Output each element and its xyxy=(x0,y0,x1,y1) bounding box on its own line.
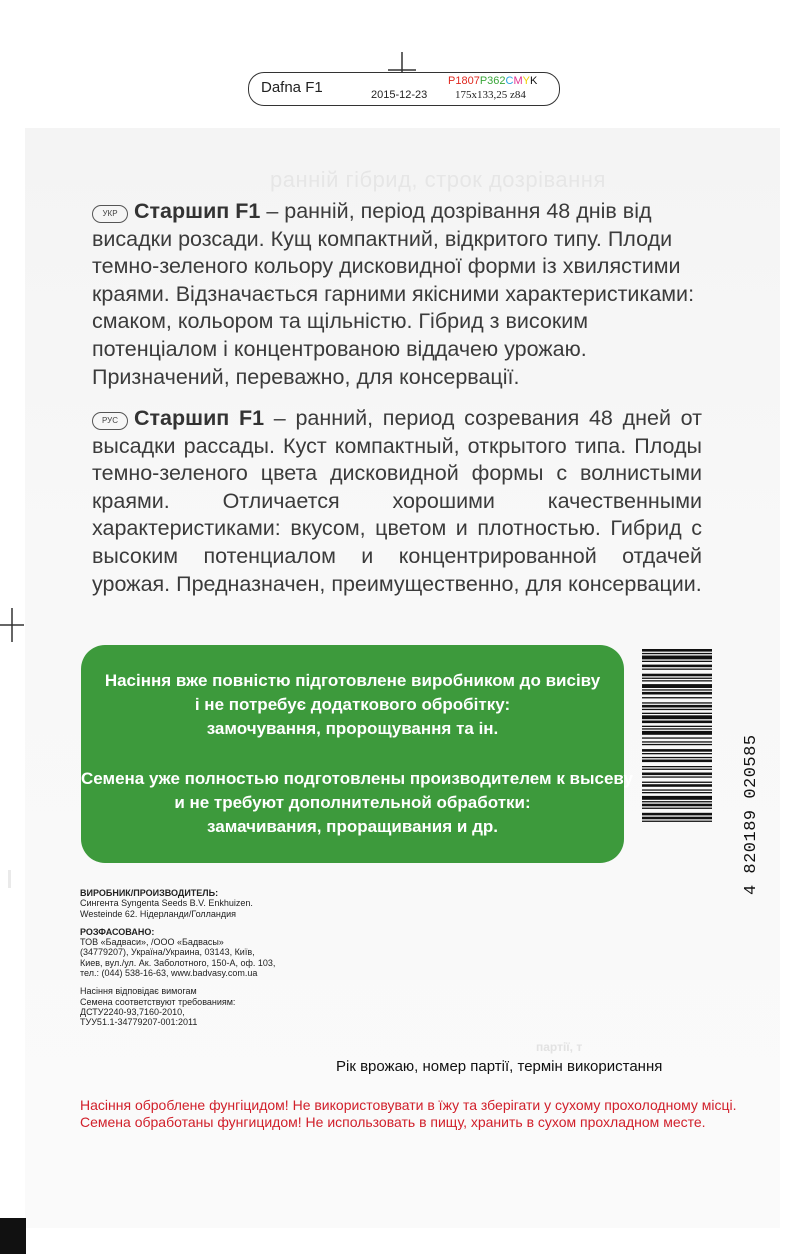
notice-line: і не потребує додаткового обробітку: xyxy=(194,695,511,714)
barcode-bar xyxy=(642,705,712,708)
barcode-bar xyxy=(642,684,712,688)
notice-ukrainian xyxy=(81,669,624,741)
barcode-bar xyxy=(642,680,712,681)
compliance-block xyxy=(80,986,340,1027)
compliance-line: Насіння відповідає вимогам xyxy=(80,986,197,997)
barcode-bar xyxy=(642,784,712,787)
barcode-icon xyxy=(640,645,714,885)
variety-title-ua: Старшип F1 xyxy=(134,199,261,223)
barcode-bar xyxy=(642,749,712,752)
manufacturer-line: Сингента Syngenta Seeds B.V. Enkhuizen. xyxy=(80,898,253,909)
barcode-bar xyxy=(642,661,712,662)
color-sep: P1807 xyxy=(448,75,480,87)
barcode-bar xyxy=(642,817,712,820)
barcode-bar xyxy=(642,813,712,816)
barcode-bar xyxy=(642,796,712,800)
description-ukrainian xyxy=(92,198,702,391)
barcode-bar xyxy=(642,713,712,714)
barcode-bar xyxy=(642,821,712,822)
barcode-bar xyxy=(642,744,712,745)
notice-line: замачивания, проращивания и др. xyxy=(207,817,498,836)
seed-treatment-notice xyxy=(81,645,633,863)
registration-mark-icon xyxy=(0,604,26,644)
barcode-bar xyxy=(642,766,712,767)
barcode-bar xyxy=(642,804,712,807)
notice-line: Насіння вже повністю підготовлене виробником до висіву xyxy=(104,671,601,690)
description-russian xyxy=(92,405,702,598)
barcode-bar xyxy=(642,697,712,698)
barcode-bar xyxy=(642,649,712,652)
packer-line: ТОВ «Бадваси», /ООО «Бадвасы» xyxy=(80,937,224,948)
packer-line: тел.: (044) 538-16-63, www.badvasy.com.ua xyxy=(80,968,258,979)
manufacturer-line: Westeinde 62. Нідерланди/Голландия xyxy=(80,908,237,919)
barcode-bar xyxy=(642,737,712,738)
barcode-bar xyxy=(642,789,712,790)
barcode-bar xyxy=(642,760,712,763)
background-text-bottom: партії, т xyxy=(536,1040,583,1054)
barcode-bar xyxy=(642,692,712,695)
edge-mark xyxy=(8,870,11,888)
barcode-bar xyxy=(642,678,712,679)
barcode-bar xyxy=(642,709,712,710)
notice-line: Семена уже полностью подготовлены производителем к высеву xyxy=(81,769,633,788)
variety-title-ru: Старшип F1 xyxy=(134,406,265,430)
barcode-bar xyxy=(642,776,712,777)
color-separations xyxy=(448,75,537,87)
barcode-bar xyxy=(642,782,712,783)
corner-mark xyxy=(0,1218,26,1254)
color-sep: K xyxy=(529,75,538,87)
barcode-bar xyxy=(642,674,712,677)
barcode-bar xyxy=(642,721,712,724)
barcode-bar xyxy=(642,731,712,735)
description-text-ua: – ранній, період дозрівання 48 днів від висадки розсади. Кущ компактний, відкритого типу. Плоди темно-зеленого кольору дисковидної форми із хвилястими краями. Відзначається гарними якісними характеристиками: смаком, кольором та щільністю. Гібрид з високим потенціалом і концентрованою віддачею урожаю. Призначений, переважно, для консервації. xyxy=(92,199,695,389)
product-code: Dafna F1 xyxy=(261,79,323,96)
packer-line: Киев, вул./ул. Ак. Заболотного, 150-А, оф. 103, xyxy=(80,957,276,968)
print-control-stamp xyxy=(248,72,560,106)
color-sep: C xyxy=(505,75,514,87)
barcode-bar xyxy=(642,656,712,660)
notice-line: замочування, пророщування та ін. xyxy=(206,719,499,738)
language-badge-ru: РУС xyxy=(92,412,128,430)
barcode-bar xyxy=(642,689,712,690)
barcode-bar xyxy=(642,753,712,754)
barcode-bar xyxy=(642,801,712,802)
barcode-bar xyxy=(642,792,712,793)
color-sep: M xyxy=(513,75,523,87)
compliance-line: ДСТУ2240-93,7160-2010, xyxy=(80,1006,185,1017)
barcode-bar xyxy=(642,773,712,776)
barcode-bar xyxy=(642,726,712,727)
fungicide-warning-ru: Семена обработаны фунгицидом! Не использовать в пищу, хранить в сухом прохладном месте. xyxy=(80,1114,706,1130)
color-sep: Y xyxy=(522,75,530,87)
notice-russian xyxy=(81,767,633,839)
barcode-bar xyxy=(642,653,712,654)
barcode-number: 4 820189 020585 xyxy=(742,734,761,895)
color-sep: P362 xyxy=(479,75,506,87)
language-badge-ua: УКР xyxy=(92,205,128,223)
barcode-bar xyxy=(642,702,712,703)
fungicide-warning-ua: Насіння оброблене фунгіцидом! Не використовувати в їжу та зберігати у сухому прохолодному місці. xyxy=(80,1097,737,1113)
barcode-bar xyxy=(642,728,712,729)
packer-block xyxy=(80,927,340,978)
packer-heading: РОЗФАСОВАНО: xyxy=(80,926,155,937)
barcode-bar xyxy=(642,769,712,770)
manufacturer-block xyxy=(80,888,340,919)
barcode-bar xyxy=(642,669,712,670)
background-text-top: ранній гібрид, строк дозрівання xyxy=(270,167,606,192)
notice-line: и не требуют дополнительной обработки: xyxy=(174,793,531,812)
compliance-line: ТУУ51.1-34779207-001:2011 xyxy=(80,1017,198,1028)
print-dimensions: 175x133,25 z84 xyxy=(455,89,526,101)
description-text-ru: – ранний, период созревания 48 дней от высадки рассады. Куст компактный, открытого типа. Плоды темно-зеленого цвета дисковидной формы с волнистыми краями. Отличается хорошими качественными характеристиками: вкусом, цветом и плотностью. Гибрид с высоким потенциалом и концентрированной отдачей урожая. Предназначен, преимущественно, для консервации. xyxy=(92,406,703,596)
barcode-bar xyxy=(642,808,712,809)
packer-line: (34779207), Україна/Украина, 03143, Київ, xyxy=(80,947,255,958)
manufacturer-heading: ВИРОБНИК/ПРОИЗВОДИТЕЛЬ: xyxy=(80,888,219,898)
barcode-bar xyxy=(642,757,712,758)
producer-info xyxy=(80,888,340,1036)
print-date: 2015-12-23 xyxy=(371,89,428,101)
harvest-info-label: Рік врожаю, номер партії, термін використання xyxy=(336,1058,663,1075)
barcode-bar xyxy=(642,715,712,719)
compliance-line: Семена соответствуют требованиям: xyxy=(80,996,236,1007)
barcode-bar xyxy=(642,741,712,742)
barcode-bar xyxy=(642,665,712,668)
